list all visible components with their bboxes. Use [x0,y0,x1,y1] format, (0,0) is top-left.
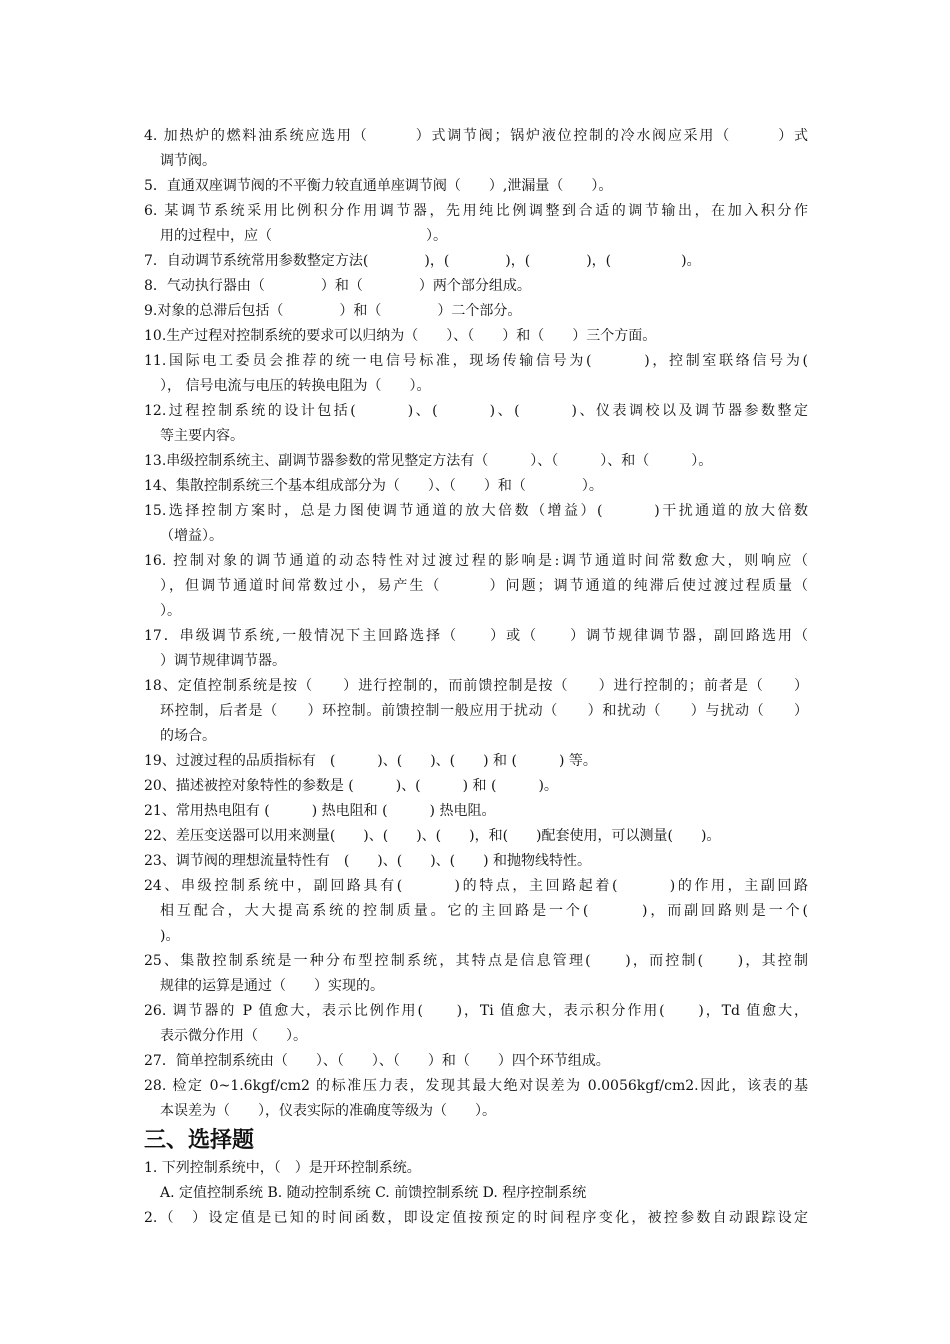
question-line: 本误差为（ ），仪表实际的准确度等级为（ ）。 [160,1103,496,1119]
question-line: 的场合。 [160,728,216,744]
question-19 [144,749,808,774]
choice-question-2 [144,1206,808,1231]
question-20 [144,774,808,799]
section-heading: 三、选择题 [144,1128,255,1153]
question-line: 6. 某调节系统采用比例积分作用调节器，先用纯比例调整到合适的调节输出，在加入积分作 [144,203,808,219]
question-17 [144,624,808,674]
question-16 [144,549,808,624]
question-8 [144,274,808,299]
question-line: 16. 控制对象的调节通道的动态特性对过渡过程的影响是:调节通道时间常数愈大，则响应（ [144,553,808,569]
question-22 [144,824,808,849]
page-content [144,124,808,1231]
question-line: 1. 下列控制系统中，（ ）是开环控制系统。 [144,1160,421,1176]
question-15 [144,499,808,549]
question-line: 20、描述被控对象特性的参数是 ( )、( ) 和 ( )。 [144,778,558,794]
question-7 [144,249,808,274]
question-11 [144,349,808,399]
question-line: )。 [160,928,180,944]
question-line: 11.国际电工委员会推荐的统一电信号标准，现场传输信号为( )，控制室联络信号为( [144,353,808,369]
question-line: ）调节规律调节器。 [160,653,286,669]
question-line: 26. 调节器的 P 值愈大，表示比例作用( )，Ti 值愈大，表示积分作用( )，Td 值愈大， [144,1003,808,1019]
question-line: 环控制，后者是（ ）环控制。前馈控制一般应用于扰动（ ）和扰动（ ）与扰动（ ） [160,703,808,719]
choice-question-1 [144,1156,808,1206]
question-5 [144,174,808,199]
question-12 [144,399,808,449]
question-line: 7．自动调节系统常用参数整定方法( )，( )，( )，( )。 [144,253,701,269]
question-18 [144,674,808,749]
question-line: 8．气动执行器由（ ）和（ ）两个部分组成。 [144,278,531,294]
question-line: 10.生产过程对控制系统的要求可以归纳为（ ）、（ ）和（ ）三个方面。 [144,328,657,344]
question-line: 12.过程控制系统的设计包括( )、( )、( )、仪表调校以及调节器参数整定 [144,403,808,419]
question-4 [144,124,808,174]
question-line: 18、定值控制系统是按（ ）进行控制的，而前馈控制是按（ ）进行控制的；前者是（ ） [144,678,808,694]
question-line: 15.选择控制方案时，总是力图使调节通道的放大倍数（增益）( )干扰通道的放大倍数 [144,503,808,519]
question-line: 规律的运算是通过（ ）实现的。 [160,978,384,994]
question-line: 21、常用热电阻有 ( ) 热电阻和 ( ) 热电阻。 [144,803,496,819]
question-24 [144,874,808,949]
question-line: 表示微分作用（ ）。 [160,1028,307,1044]
question-6 [144,199,808,249]
question-line: 19、过渡过程的品质指标有 ( )、( )、( ) 和 ( ) 等。 [144,753,597,769]
question-line: 用的过程中，应（ ）。 [160,228,447,244]
question-line: ）， 信号电流与电压的转换电阻为（ ）。 [160,378,431,394]
question-line: 28. 检定 0~1.6kgf/cm2 的标准压力表，发现其最大绝对误差为 0.0056kgf/cm2.因此，该表的基 [144,1078,808,1094]
question-line: 13.串级控制系统主、副调节器参数的常见整定方法有（ ）、（ ）、和（ ）。 [144,453,713,469]
question-line: 27．简单控制系统由（ ）、（ ）、（ ）和（ ）四个环节组成。 [144,1053,610,1069]
question-10 [144,324,808,349]
question-25 [144,949,808,999]
question-line: 等主要内容。 [160,428,244,444]
question-line: 25、集散控制系统是一种分布型控制系统，其特点是信息管理( )，而控制( )，其控制 [144,953,808,969]
question-line: ）。 [160,603,181,619]
question-line: 4. 加热炉的燃料油系统应选用（ ）式调节阀；锅炉液位控制的冷水阀应采用（ ）式 [144,128,808,144]
question-line: 24、串级控制系统中，副回路具有( )的特点，主回路起着( )的作用，主副回路 [144,878,808,894]
answer-options: A. 定值控制系统 B. 随动控制系统 C. 前馈控制系统 D. 程序控制系统 [160,1185,587,1201]
question-line: 相互配合，大大提高系统的控制质量。它的主回路是一个( )，而副回路则是一个( [160,903,808,919]
question-27 [144,1049,808,1074]
question-line: ），但调节通道时间常数过小，易产生（ ）问题；调节通道的纯滞后使过渡过程质量（ [160,578,808,594]
question-line: 17．串级调节系统,一般情况下主回路选择（ ）或（ ）调节规律调节器，副回路选用（ [144,628,808,644]
question-21 [144,799,808,824]
question-line: （增益）。 [160,528,223,544]
question-line: 22、差压变送器可以用来测量( )、( )、( )，和( )配套使用，可以测量( )。 [144,828,721,844]
question-14 [144,474,808,499]
question-line: 23、调节阀的理想流量特性有 ( )、( )、( ) 和抛物线特性。 [144,853,592,869]
question-line: 5．直通双座调节阀的不平衡力较直通单座调节阀（ ）,泄漏量（ ）。 [144,178,613,194]
question-line: 14、集散控制系统三个基本组成部分为（ ）、（ ）和（ ）。 [144,478,603,494]
question-line: 2.（ ）设定值是已知的时间函数，即设定值按预定的时间程序变化，被控参数自动跟踪设定 [144,1210,808,1226]
question-13 [144,449,808,474]
question-23 [144,849,808,874]
question-28 [144,1074,808,1124]
question-9 [144,299,808,324]
question-line: 调节阀。 [160,153,216,169]
question-26 [144,999,808,1049]
question-line: 9.对象的总滞后包括（ ）和（ ）二个部分。 [144,303,522,319]
